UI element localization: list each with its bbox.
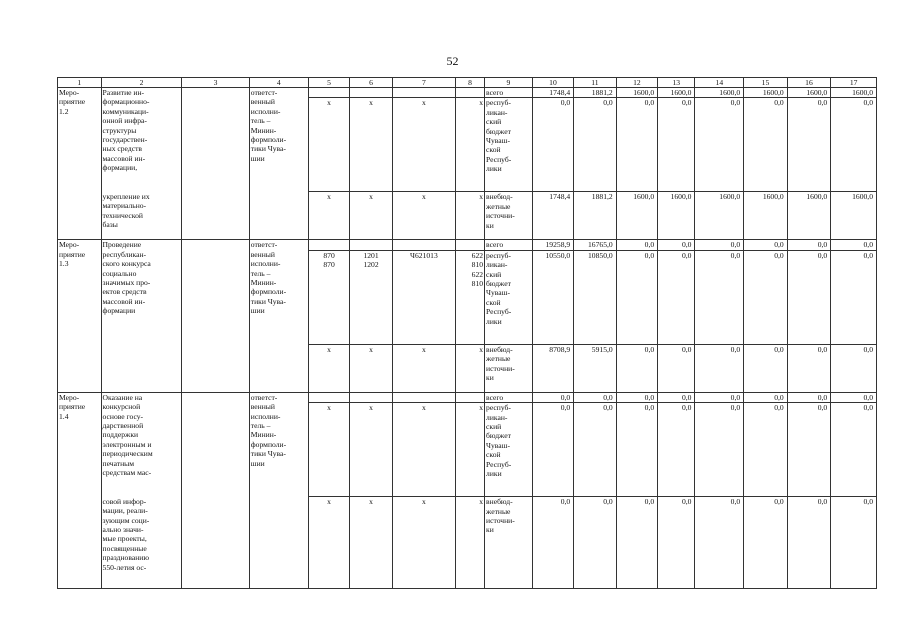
- column-number-14: 14: [695, 78, 744, 88]
- value-year-6: 0,0: [744, 344, 788, 392]
- value-year-2: 5915,0: [574, 344, 617, 392]
- column-number-1: 1: [58, 78, 102, 88]
- code-grbs: x: [308, 344, 349, 392]
- value-year-1: 10550,0: [532, 250, 573, 344]
- value-year-8: 0,0: [831, 240, 877, 250]
- code-csr: x: [392, 497, 455, 589]
- funding-source: респуб- ликан- ский бюджет Чуваш- ской Респуб- лики: [485, 98, 533, 192]
- column-number-11: 11: [574, 78, 617, 88]
- value-year-3: 0,0: [616, 392, 657, 402]
- funding-source: всего: [485, 240, 533, 250]
- value-year-4: 0,0: [658, 344, 695, 392]
- value-year-4: 0,0: [658, 240, 695, 250]
- code-vr: x: [456, 403, 485, 497]
- value-year-5: 0,0: [695, 344, 744, 392]
- value-year-7: 1600,0: [787, 192, 831, 240]
- column-number-8: 8: [456, 78, 485, 88]
- column-number-9: 9: [485, 78, 533, 88]
- value-year-5: 0,0: [695, 497, 744, 589]
- page-number: 52: [446, 54, 459, 68]
- value-year-6: 0,0: [744, 250, 788, 344]
- table-row: [58, 392, 877, 402]
- measure-name: Проведение республикан- ского конкурса социально значимых про- ектов средств массовой ин- формации: [101, 240, 182, 344]
- column-number-16: 16: [787, 78, 831, 88]
- table-row: [58, 497, 877, 589]
- value-year-8: 1600,0: [831, 88, 877, 98]
- measure-number: Меро- приятие 1.3: [58, 240, 102, 392]
- code-csr: [392, 240, 455, 250]
- value-year-3: 0,0: [616, 98, 657, 192]
- column-number-17: 17: [831, 78, 877, 88]
- code-vr: x: [456, 344, 485, 392]
- funding-source: внебюд- жетные источни- ки: [485, 344, 533, 392]
- value-year-2: 0,0: [574, 497, 617, 589]
- funding-source: респуб- ликан- ский бюджет Чуваш- ской Респуб- лики: [485, 403, 533, 497]
- column-number-7: 7: [392, 78, 455, 88]
- goal-indicator: [182, 392, 249, 588]
- value-year-1: 0,0: [532, 403, 573, 497]
- value-year-1: 8708,9: [532, 344, 573, 392]
- code-grbs: x: [308, 192, 349, 240]
- value-year-4: 0,0: [658, 250, 695, 344]
- measure-name: Развитие ин- формационно- коммуникаци- онной инфра- структуры государствен- ных средств массовой ин- формации,: [101, 88, 182, 192]
- code-vr: x: [456, 192, 485, 240]
- table-row: [58, 192, 877, 240]
- value-year-1: 1748,4: [532, 192, 573, 240]
- table-row: [58, 240, 877, 250]
- measure-name: Оказание на конкурсной основе госу- дарственной поддержки электронным и периодическим печатным средствам мас-: [101, 392, 182, 496]
- value-year-7: 0,0: [787, 497, 831, 589]
- code-csr: Ч621013: [392, 250, 455, 344]
- responsible-executor: ответст- венный исполни- тель – Минин- формполи- тики Чува- шии: [249, 392, 308, 588]
- code-vr: [456, 392, 485, 402]
- value-year-7: 0,0: [787, 392, 831, 402]
- value-year-5: 0,0: [695, 250, 744, 344]
- measure-name-continued: укрепление их материально- технической базы: [101, 192, 182, 240]
- value-year-8: 0,0: [831, 403, 877, 497]
- code-grbs: x: [308, 98, 349, 192]
- value-year-3: 0,0: [616, 497, 657, 589]
- value-year-6: 0,0: [744, 403, 788, 497]
- value-year-8: 0,0: [831, 344, 877, 392]
- value-year-7: 1600,0: [787, 88, 831, 98]
- value-year-2: 16765,0: [574, 240, 617, 250]
- measure-number: Меро- приятие 1.4: [58, 392, 102, 588]
- value-year-5: 0,0: [695, 98, 744, 192]
- value-year-5: 0,0: [695, 240, 744, 250]
- value-year-1: 19258,9: [532, 240, 573, 250]
- value-year-7: 0,0: [787, 250, 831, 344]
- funding-source: всего: [485, 392, 533, 402]
- code-rz-pr: x: [350, 192, 393, 240]
- code-vr: [456, 240, 485, 250]
- code-rz-pr: [350, 88, 393, 98]
- value-year-6: 1600,0: [744, 88, 788, 98]
- value-year-6: 0,0: [744, 98, 788, 192]
- code-grbs: x: [308, 403, 349, 497]
- value-year-1: 1748,4: [532, 88, 573, 98]
- value-year-3: 0,0: [616, 250, 657, 344]
- value-year-5: 1600,0: [695, 88, 744, 98]
- value-year-3: 0,0: [616, 403, 657, 497]
- code-grbs: [308, 240, 349, 250]
- value-year-2: 0,0: [574, 403, 617, 497]
- table-row: [58, 344, 877, 392]
- column-number-6: 6: [350, 78, 393, 88]
- value-year-4: 0,0: [658, 497, 695, 589]
- code-vr: x: [456, 497, 485, 589]
- funding-source: внебюд- жетные источни- ки: [485, 192, 533, 240]
- code-rz-pr: x: [350, 98, 393, 192]
- funding-source: респуб- ликан- ский бюджет Чуваш- ской Респуб- лики: [485, 250, 533, 344]
- value-year-3: 0,0: [616, 344, 657, 392]
- value-year-7: 0,0: [787, 240, 831, 250]
- column-number-12: 12: [616, 78, 657, 88]
- value-year-3: 1600,0: [616, 88, 657, 98]
- code-vr: 622 810 622 810: [456, 250, 485, 344]
- code-grbs: 870 870: [308, 250, 349, 344]
- value-year-2: 0,0: [574, 98, 617, 192]
- table-row: [58, 88, 877, 98]
- column-number-2: 2: [101, 78, 182, 88]
- code-rz-pr: x: [350, 403, 393, 497]
- value-year-7: 0,0: [787, 344, 831, 392]
- value-year-2: 1881,2: [574, 192, 617, 240]
- value-year-4: 0,0: [658, 98, 695, 192]
- funding-source: всего: [485, 88, 533, 98]
- code-csr: x: [392, 192, 455, 240]
- measure-name-continued: совой инфор- мации, реали- зующим соци- ально значи- мые проекты, посвященные празднованию 550-летия ос-: [101, 497, 182, 589]
- code-vr: [456, 88, 485, 98]
- code-rz-pr: 1201 1202: [350, 250, 393, 344]
- code-vr: x: [456, 98, 485, 192]
- code-rz-pr: [350, 240, 393, 250]
- code-rz-pr: [350, 392, 393, 402]
- value-year-5: 1600,0: [695, 192, 744, 240]
- value-year-4: 1600,0: [658, 88, 695, 98]
- responsible-executor: ответст- венный исполни- тель – Минин- формполи- тики Чува- шии: [249, 240, 308, 392]
- column-number-5: 5: [308, 78, 349, 88]
- value-year-8: 0,0: [831, 250, 877, 344]
- value-year-2: 10850,0: [574, 250, 617, 344]
- value-year-8: 0,0: [831, 98, 877, 192]
- value-year-6: 0,0: [744, 240, 788, 250]
- column-number-13: 13: [658, 78, 695, 88]
- responsible-executor: ответст- венный исполни- тель – Минин- формполи- тики Чува- шии: [249, 88, 308, 240]
- value-year-4: 0,0: [658, 392, 695, 402]
- value-year-2: 1881,2: [574, 88, 617, 98]
- value-year-7: 0,0: [787, 98, 831, 192]
- funding-source: внебюд- жетные источни- ки: [485, 497, 533, 589]
- column-number-row: [58, 78, 877, 88]
- code-grbs: [308, 392, 349, 402]
- value-year-6: 1600,0: [744, 192, 788, 240]
- code-csr: x: [392, 344, 455, 392]
- code-rz-pr: x: [350, 344, 393, 392]
- column-number-15: 15: [744, 78, 788, 88]
- value-year-5: 0,0: [695, 392, 744, 402]
- value-year-1: 0,0: [532, 497, 573, 589]
- value-year-1: 0,0: [532, 392, 573, 402]
- value-year-8: 1600,0: [831, 192, 877, 240]
- value-year-5: 0,0: [695, 403, 744, 497]
- code-csr: x: [392, 403, 455, 497]
- code-rz-pr: x: [350, 497, 393, 589]
- code-csr: [392, 392, 455, 402]
- value-year-6: 0,0: [744, 392, 788, 402]
- value-year-3: 0,0: [616, 240, 657, 250]
- code-csr: [392, 88, 455, 98]
- value-year-3: 1600,0: [616, 192, 657, 240]
- value-year-8: 0,0: [831, 392, 877, 402]
- code-grbs: [308, 88, 349, 98]
- goal-indicator: [182, 88, 249, 240]
- goal-indicator: [182, 240, 249, 392]
- code-grbs: x: [308, 497, 349, 589]
- value-year-4: 0,0: [658, 403, 695, 497]
- code-csr: x: [392, 98, 455, 192]
- measure-number: Меро- приятие 1.2: [58, 88, 102, 240]
- column-number-4: 4: [249, 78, 308, 88]
- column-number-10: 10: [532, 78, 573, 88]
- column-number-3: 3: [182, 78, 249, 88]
- value-year-4: 1600,0: [658, 192, 695, 240]
- value-year-2: 0,0: [574, 392, 617, 402]
- value-year-1: 0,0: [532, 98, 573, 192]
- measure-name-continued: [101, 344, 182, 392]
- table-body: [58, 78, 877, 589]
- value-year-7: 0,0: [787, 403, 831, 497]
- program-measures-table: [57, 77, 877, 589]
- value-year-6: 0,0: [744, 497, 788, 589]
- value-year-8: 0,0: [831, 497, 877, 589]
